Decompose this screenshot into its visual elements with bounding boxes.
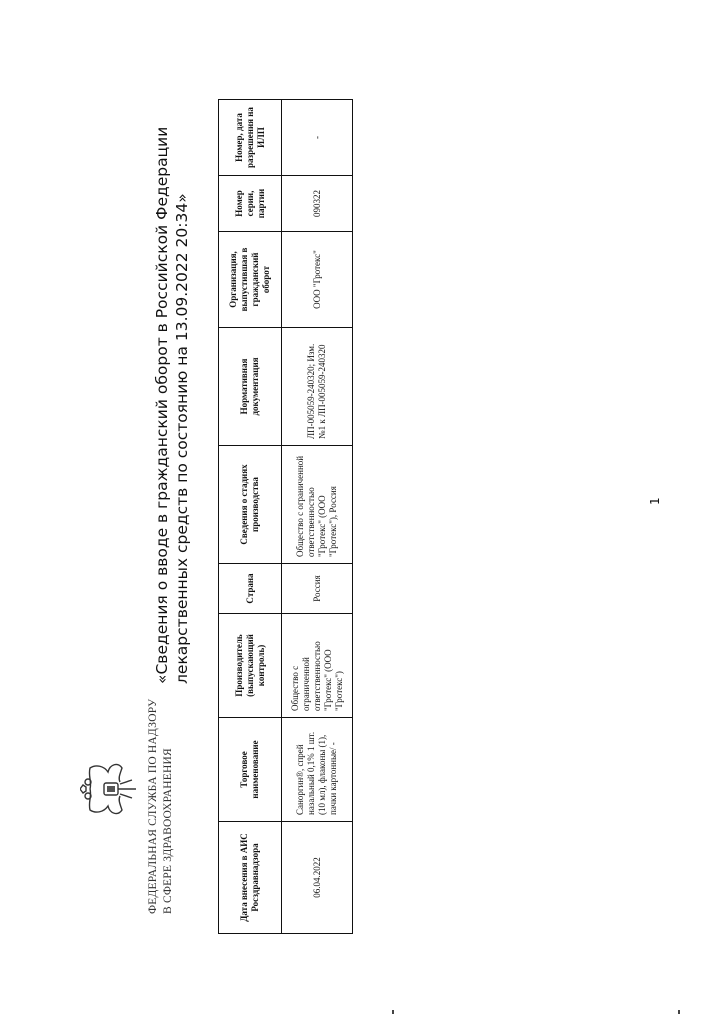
- column-header-ilp: Номер, дата разрешения на ИЛП: [219, 100, 282, 176]
- cell-manufacturer: Общество с ограниченной ответственностью "Гротекс" (ООО "Гротекс"): [282, 614, 353, 718]
- column-header-organization: Организация, выпустившая в гражданский оборот: [219, 232, 282, 328]
- cell-trade-name: Саноргин®, спрей назальный 0,1% 1 шт. (10 мл), флаконы (1), пачки картонные/ -: [282, 718, 353, 822]
- column-header-manufacturer: Производитель (выпускающий контроль): [219, 614, 282, 718]
- agency-name-line2: В СФЕРЕ ЗДРАВООХРАНЕНИЯ: [162, 748, 174, 914]
- cell-date: 06.04.2022: [282, 822, 353, 934]
- cell-country: Россия: [282, 564, 353, 614]
- column-header-date: Дата внесения в АИС Росздравнадзора: [219, 822, 282, 934]
- column-header-trade-name: Торговое наименование: [219, 718, 282, 822]
- registry-table: [218, 99, 353, 934]
- scan-artifact: [392, 1010, 394, 1014]
- cell-batch: 090322: [282, 176, 353, 232]
- cell-organization: ООО "Гротекс": [282, 232, 353, 328]
- document-title: [152, 124, 192, 684]
- column-header-normative-doc: Нормативная документация: [219, 328, 282, 446]
- cell-stages: Общество с ограниченной ответственностью "Гротекс" (ООО "Гротекс"), Россия: [282, 446, 353, 564]
- cell-normative-doc: ЛП-005059-240320; Изм. №1 к ЛП-005059-240320: [282, 328, 353, 446]
- column-header-stages: Сведения о стадиях производства: [219, 446, 282, 564]
- column-header-country: Страна: [219, 564, 282, 614]
- document-title-line2: лекарственных средств по состоянию на 13.09.2022 20:34»: [173, 193, 191, 684]
- document-title-line1: «Сведения о вводе в гражданский оборот в Российской Федерации: [153, 126, 171, 684]
- agency-name-line1: ФЕДЕРАЛЬНАЯ СЛУЖБА ПО НАДЗОРУ: [147, 698, 159, 914]
- table-header-row: [219, 100, 282, 934]
- table-row: [282, 100, 353, 934]
- cell-ilp: -: [282, 100, 353, 176]
- double-headed-eagle-emblem-icon: [80, 754, 142, 824]
- column-header-batch: Номер серии, партии: [219, 176, 282, 232]
- agency-name: [146, 654, 176, 914]
- page-number: 1: [648, 497, 662, 505]
- scan-artifact: [678, 1010, 680, 1014]
